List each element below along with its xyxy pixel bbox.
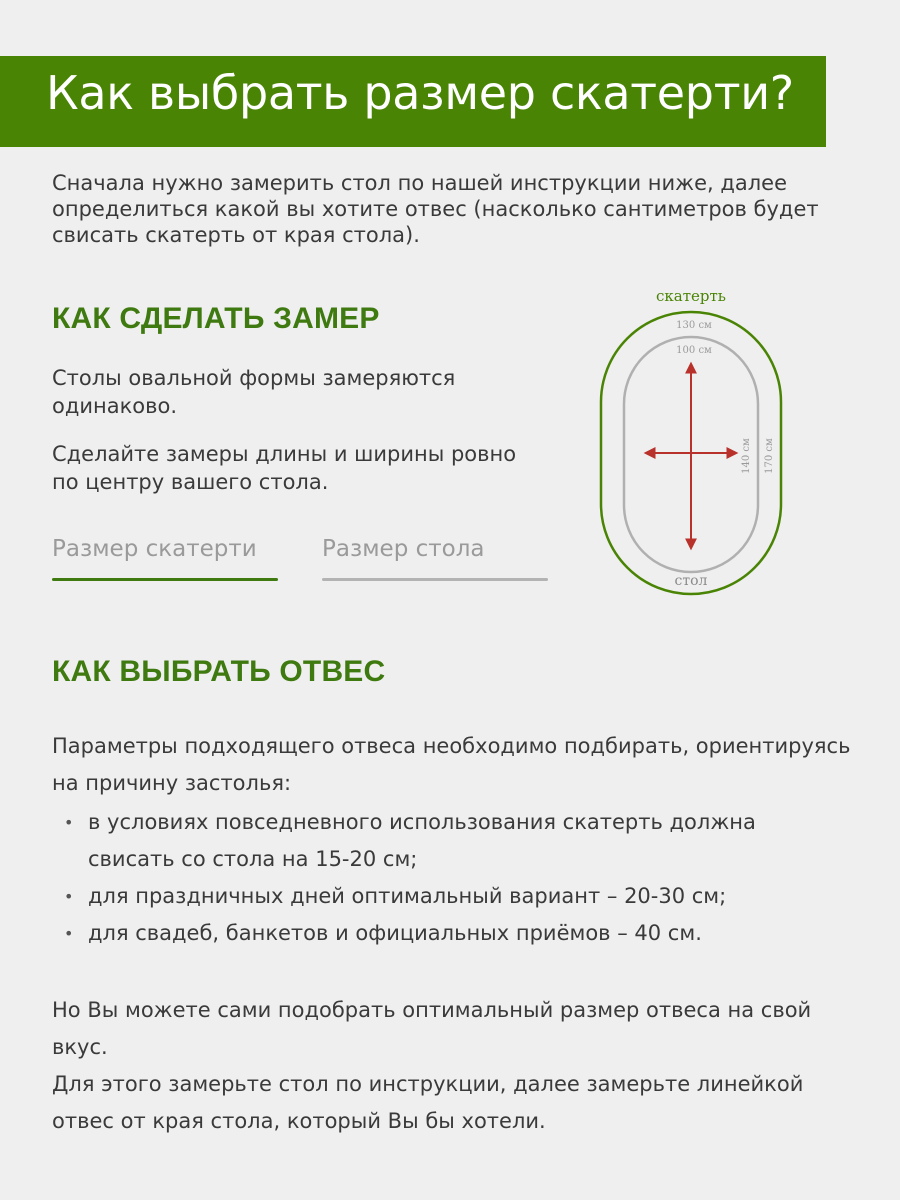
plumb-intro-text: Параметры подходящего отвеса необходимо подбирать, ориентируясь на причину застолья:	[52, 734, 851, 795]
title-banner	[0, 56, 826, 147]
outro-text	[52, 992, 852, 1140]
plumb-bullet-list	[60, 804, 840, 952]
oval-table-diagram	[596, 282, 792, 600]
list-item: • для праздничных дней оптимальный вариант – 20-30 см;	[60, 878, 840, 915]
plumb-heading: КАК ВЫБРАТЬ ОТВЕС	[52, 655, 386, 688]
tab-table-size[interactable]: Размер стола	[322, 536, 485, 562]
measure-paragraph-2: Сделайте замеры длины и ширины ровно по центру вашего стола.	[52, 442, 517, 494]
measure-paragraph-1: Столы овальной формы замеряются одинаково.	[52, 366, 456, 418]
intro-text: Сначала нужно замерить стол по нашей инструкции ниже, далее определиться какой вы хотите отвес (насколько сантиметров будет свисать скатерть от края стола).	[52, 171, 819, 247]
tab-indicator-inactive	[322, 578, 548, 581]
tablecloth-label: скатерть	[656, 287, 726, 305]
tab-indicator-active	[52, 578, 278, 581]
list-item: • в условиях повседневного использования скатерть должна свисать со стола на 15-20 см;	[60, 804, 840, 878]
measure-heading: КАК СДЕЛАТЬ ЗАМЕР	[52, 302, 380, 335]
tab-tablecloth-size[interactable]: Размер скатерти	[52, 536, 257, 562]
cloth-width-label: 130 см	[676, 320, 712, 331]
table-length-label: 140 см	[741, 438, 752, 474]
outro-line-2: Для этого замерьте стол по инструкции, далее замерьте линейкой отвес от края стола, который Вы бы хотели.	[52, 1072, 804, 1133]
table-label: стол	[674, 573, 708, 589]
cloth-length-label: 170 см	[764, 438, 775, 474]
list-item: • для свадеб, банкетов и официальных приёмов – 40 см.	[60, 915, 840, 952]
outro-line-1: Но Вы можете сами подобрать оптимальный размер отвеса на свой вкус.	[52, 998, 812, 1059]
page-title: Как выбрать размер скатерти?	[46, 66, 794, 120]
table-width-label: 100 см	[676, 345, 712, 356]
